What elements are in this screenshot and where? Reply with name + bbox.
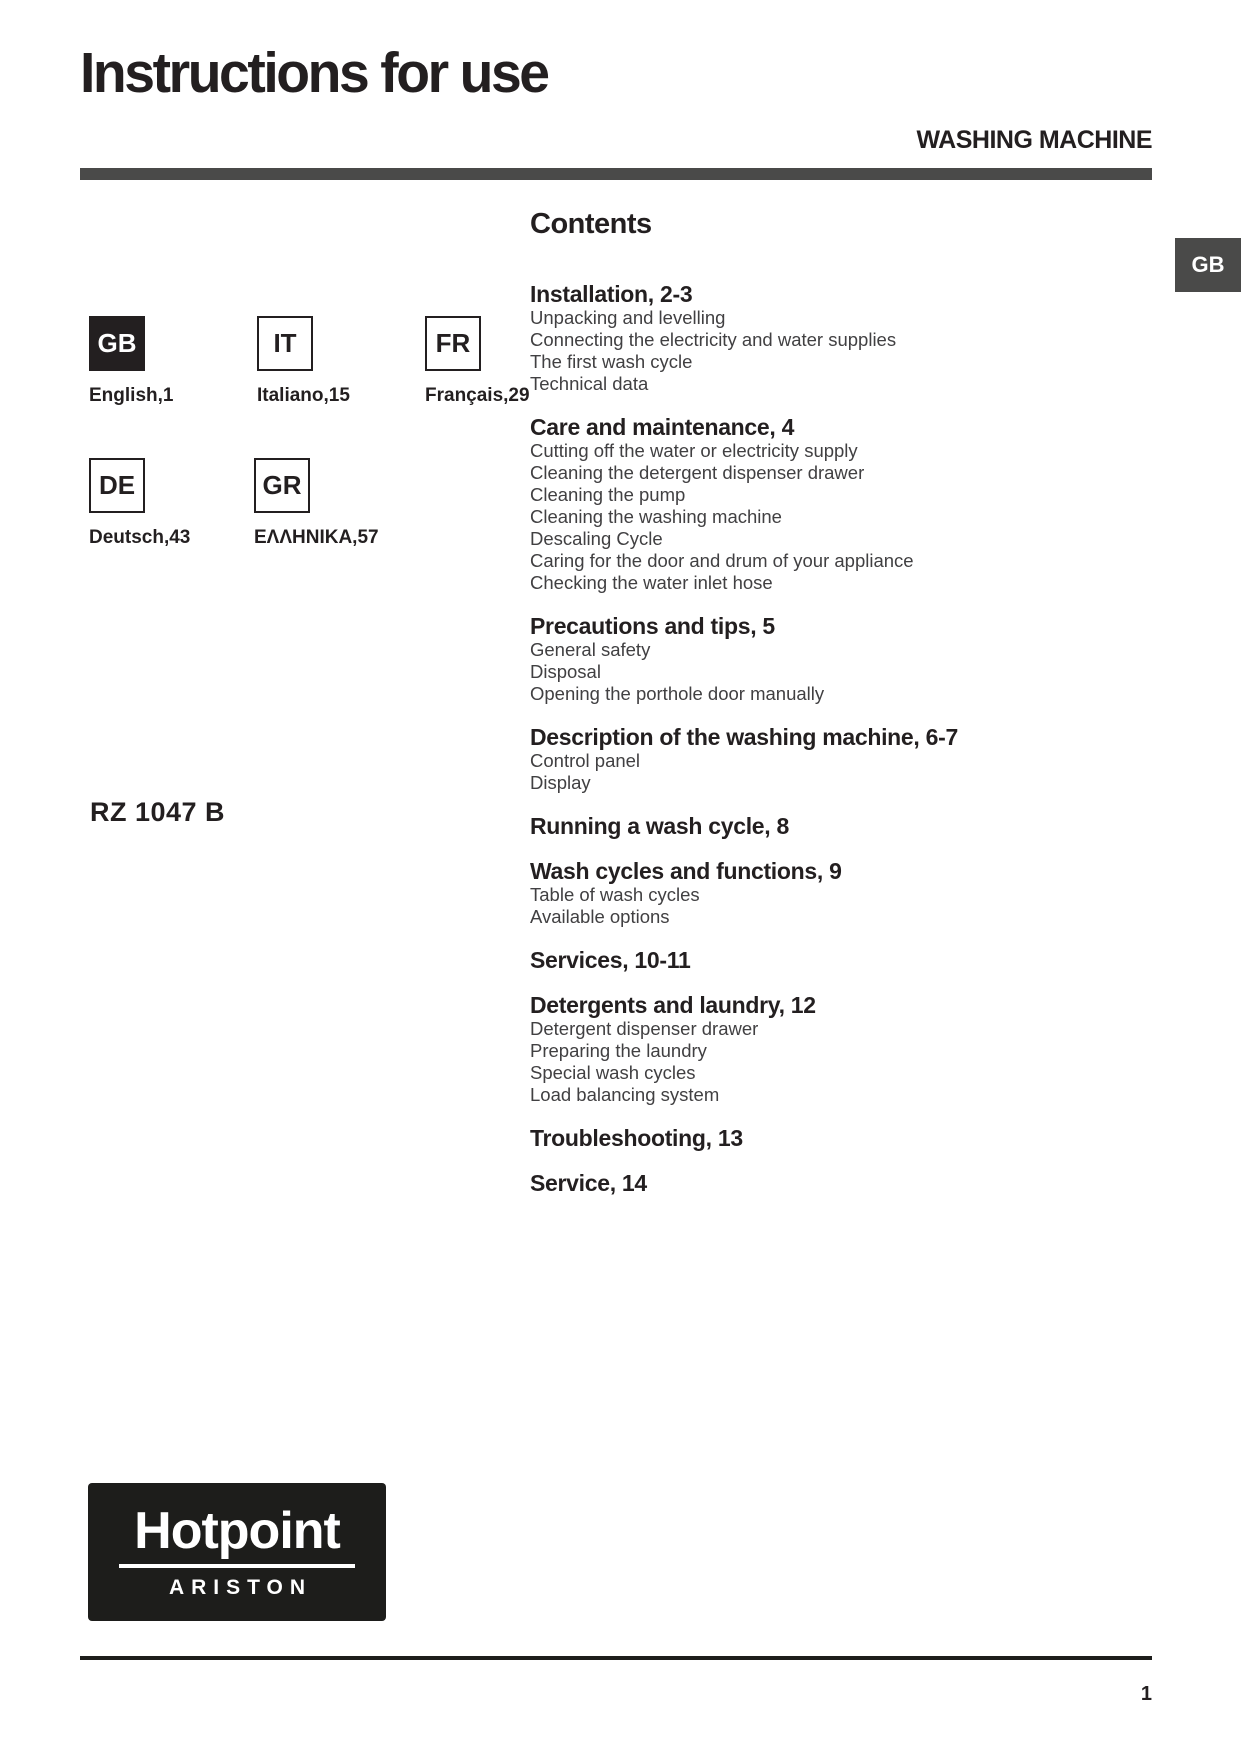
contents-item: Control panel bbox=[530, 750, 641, 771]
contents-heading: Contents bbox=[530, 208, 652, 240]
language-code-box: FR bbox=[425, 316, 481, 371]
contents-section-title: Troubleshooting, 13 bbox=[530, 1125, 743, 1151]
contents-item: Unpacking and levelling bbox=[530, 307, 726, 328]
contents-section-precautions bbox=[530, 613, 1090, 705]
language-entry-gb bbox=[89, 316, 249, 407]
language-entry-de bbox=[89, 458, 249, 549]
contents-section-care bbox=[530, 414, 1090, 594]
contents-section-title: Running a wash cycle, 8 bbox=[530, 813, 789, 839]
contents-item: Opening the porthole door manually bbox=[530, 683, 825, 704]
contents-column bbox=[530, 208, 1090, 1196]
language-code-box: IT bbox=[257, 316, 313, 371]
language-code-box: GB bbox=[89, 316, 145, 371]
contents-section-title: Care and maintenance, 4 bbox=[530, 414, 795, 440]
language-code-box: GR bbox=[254, 458, 310, 513]
contents-section-installation bbox=[530, 281, 1090, 395]
contents-item: Special wash cycles bbox=[530, 1062, 696, 1083]
footer-divider-bar bbox=[80, 1656, 1152, 1660]
contents-section-title: Precautions and tips, 5 bbox=[530, 613, 775, 639]
contents-item: The first wash cycle bbox=[530, 351, 693, 372]
hotpoint-ariston-logo bbox=[88, 1483, 386, 1621]
contents-section-service bbox=[530, 1170, 1090, 1196]
contents-item: Available options bbox=[530, 906, 670, 927]
contents-section-services bbox=[530, 947, 1090, 973]
contents-item: Cutting off the water or electricity supply bbox=[530, 440, 858, 461]
appliance-type-label: WASHING MACHINE bbox=[916, 126, 1152, 154]
contents-section-troubleshooting bbox=[530, 1125, 1090, 1151]
contents-item: Technical data bbox=[530, 373, 649, 394]
header-divider-bar bbox=[80, 168, 1152, 180]
contents-item: Disposal bbox=[530, 661, 601, 682]
contents-item: General safety bbox=[530, 639, 651, 660]
contents-item: Cleaning the washing machine bbox=[530, 506, 782, 527]
contents-item: Caring for the door and drum of your appliance bbox=[530, 550, 914, 571]
language-entry-it bbox=[257, 316, 417, 407]
page-title: Instructions for use bbox=[80, 41, 548, 105]
contents-section-title: Installation, 2-3 bbox=[530, 281, 693, 307]
contents-section-title: Service, 14 bbox=[530, 1170, 647, 1196]
contents-item: Detergent dispenser drawer bbox=[530, 1018, 759, 1039]
contents-section-running bbox=[530, 813, 1090, 839]
contents-item: Preparing the laundry bbox=[530, 1040, 707, 1061]
language-label: Français,29 bbox=[425, 385, 530, 406]
logo-divider-line bbox=[119, 1564, 355, 1568]
language-label: ΕΛΛΗΝΙΚΑ,57 bbox=[254, 527, 379, 548]
page-number: 1 bbox=[1140, 1683, 1152, 1705]
language-edge-tab: GB bbox=[1175, 238, 1241, 292]
contents-section-detergents bbox=[530, 992, 1090, 1106]
model-number: RZ 1047 B bbox=[90, 797, 226, 827]
language-label: Italiano,15 bbox=[257, 385, 350, 406]
logo-subbrand-text: ARISTON bbox=[168, 1576, 313, 1599]
contents-item: Table of wash cycles bbox=[530, 884, 700, 905]
contents-section-title: Wash cycles and functions, 9 bbox=[530, 858, 842, 884]
contents-section-wash-cycles bbox=[530, 858, 1090, 928]
logo-brand-text: Hotpoint bbox=[134, 1502, 340, 1560]
language-entry-gr bbox=[254, 458, 414, 549]
contents-item: Descaling Cycle bbox=[530, 528, 663, 549]
contents-section-title: Description of the washing machine, 6-7 bbox=[530, 724, 958, 750]
contents-item: Connecting the electricity and water supplies bbox=[530, 329, 897, 350]
language-label: Deutsch,43 bbox=[89, 527, 191, 548]
contents-section-description bbox=[530, 724, 1090, 794]
contents-item: Load balancing system bbox=[530, 1084, 720, 1105]
language-label: English,1 bbox=[89, 385, 174, 406]
contents-item: Display bbox=[530, 772, 591, 793]
contents-section-title: Services, 10-11 bbox=[530, 947, 691, 973]
contents-item: Checking the water inlet hose bbox=[530, 572, 773, 593]
contents-item: Cleaning the detergent dispenser drawer bbox=[530, 462, 865, 483]
contents-item: Cleaning the pump bbox=[530, 484, 686, 505]
language-code-box: DE bbox=[89, 458, 145, 513]
contents-section-title: Detergents and laundry, 12 bbox=[530, 992, 816, 1018]
